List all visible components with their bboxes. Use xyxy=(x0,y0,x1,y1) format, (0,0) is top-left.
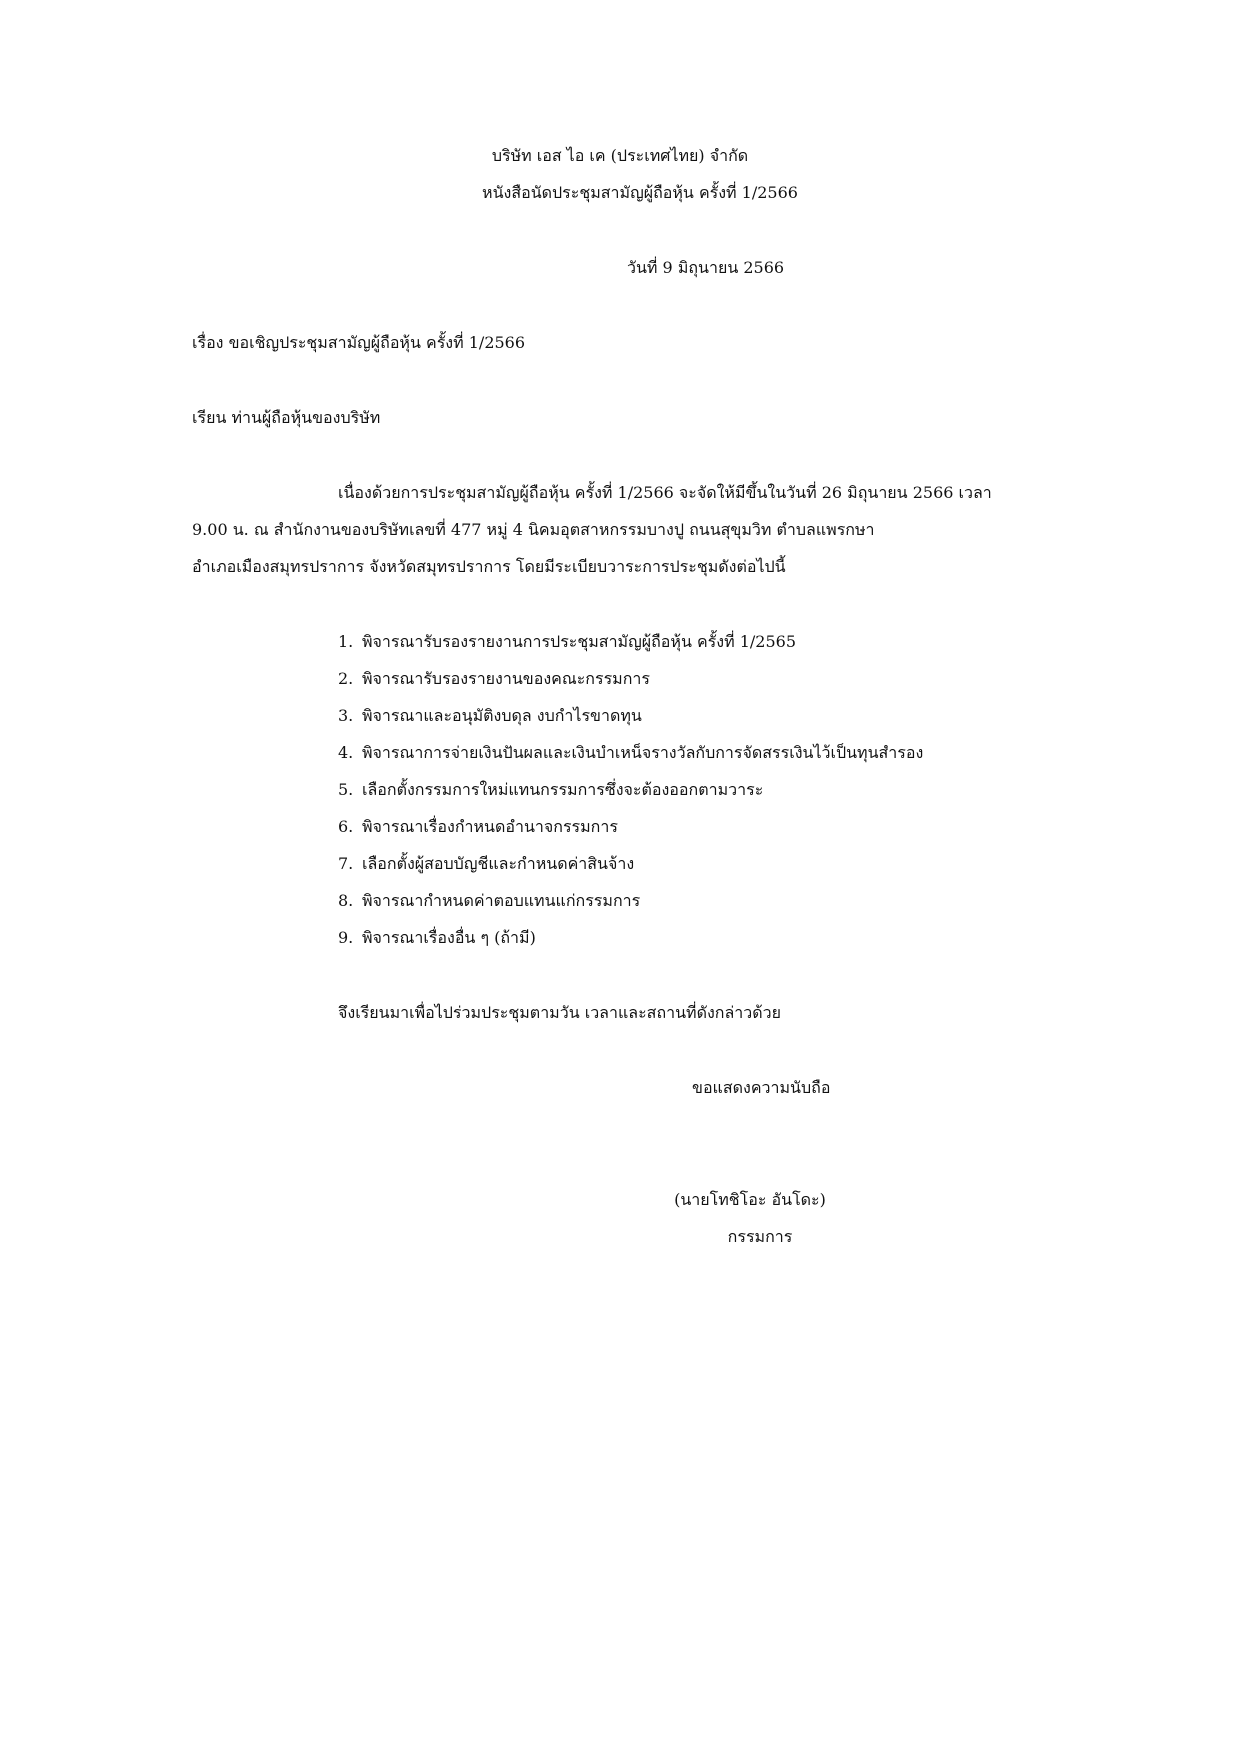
agenda-text: พิจารณารับรองรายงานการประชุมสามัญผู้ถือหุ้น ครั้งที่ 1/2565 xyxy=(362,632,796,651)
signer-title: กรรมการ xyxy=(727,1227,793,1246)
agenda-text: พิจารณารับรองรายงานของคณะกรรมการ xyxy=(362,669,650,688)
agenda-number: 6. xyxy=(338,817,354,836)
agenda-text: พิจารณากำหนดค่าตอบแทนแก่กรรมการ xyxy=(362,891,641,910)
agenda-number: 5. xyxy=(338,780,354,799)
agenda-text: เลือกตั้งผู้สอบบัญชีและกำหนดค่าสินจ้าง xyxy=(362,854,635,873)
agenda-text: พิจารณาการจ่ายเงินปันผลและเงินบำเหน็จรางวัลกับการจัดสรรเงินไว้เป็นทุนสำรอง xyxy=(362,743,924,762)
date-line: วันที่ 9 มิถุนายน 2566 xyxy=(627,258,785,277)
agenda-text: พิจารณาและอนุมัติงบดุล งบกำไรขาดทุน xyxy=(362,706,642,725)
agenda-number: 3. xyxy=(338,706,354,725)
closing-invitation: จึงเรียนมาเพื่อไปร่วมประชุมตามวัน เวลาและสถานที่ดังกล่าวด้วย xyxy=(338,1003,782,1022)
agenda-text: พิจารณาเรื่องอื่น ๆ (ถ้ามี) xyxy=(362,928,536,947)
agenda-number: 4. xyxy=(338,743,354,762)
closing-regards: ขอแสดงความนับถือ xyxy=(692,1078,831,1097)
agenda-item xyxy=(338,928,536,948)
agenda-text: เลือกตั้งกรรมการใหม่แทนกรรมการซึ่งจะต้องออกตามวาระ xyxy=(362,780,764,799)
agenda-item xyxy=(338,817,618,837)
company-name: บริษัท เอส ไอ เค (ประเทศไทย) จำกัด xyxy=(491,146,749,165)
signer-name: (นายโทชิโอะ อันโดะ) xyxy=(674,1190,826,1209)
agenda-number: 7. xyxy=(338,854,354,873)
agenda-text: พิจารณาเรื่องกำหนดอำนาจกรรมการ xyxy=(362,817,618,836)
agenda-item xyxy=(338,780,763,800)
agenda-item xyxy=(338,891,640,911)
notice-title: หนังสือนัดประชุมสามัญผู้ถือหุ้น ครั้งที่ 1/2566 xyxy=(482,183,798,202)
agenda-item xyxy=(338,854,634,874)
agenda-item xyxy=(338,743,923,763)
body-line-2: 9.00 น. ณ สำนักงานของบริษัทเลขที่ 477 หมู่ 4 นิคมอุตสาหกรรมบางปู ถนนสุขุมวิท ตำบลแพรกษา xyxy=(192,520,875,539)
agenda-item xyxy=(338,706,642,726)
salutation-line: เรียน ท่านผู้ถือหุ้นของบริษัท xyxy=(192,408,381,427)
agenda-number: 2. xyxy=(338,669,354,688)
agenda-item xyxy=(338,669,650,689)
subject-line: เรื่อง ขอเชิญประชุมสามัญผู้ถือหุ้น ครั้งที่ 1/2566 xyxy=(192,333,526,352)
agenda-number: 9. xyxy=(338,928,354,947)
body-line-3: อำเภอเมืองสมุทรปราการ จังหวัดสมุทรปราการ โดยมีระเบียบวาระการประชุมดังต่อไปนี้ xyxy=(192,557,786,576)
agenda-number: 1. xyxy=(338,632,354,651)
agenda-item xyxy=(338,632,796,652)
body-line-1: เนื่องด้วยการประชุมสามัญผู้ถือหุ้น ครั้งที่ 1/2566 จะจัดให้มีขึ้นในวันที่ 26 มิถุนายน 2566 เวลา xyxy=(338,483,992,502)
agenda-number: 8. xyxy=(338,891,354,910)
